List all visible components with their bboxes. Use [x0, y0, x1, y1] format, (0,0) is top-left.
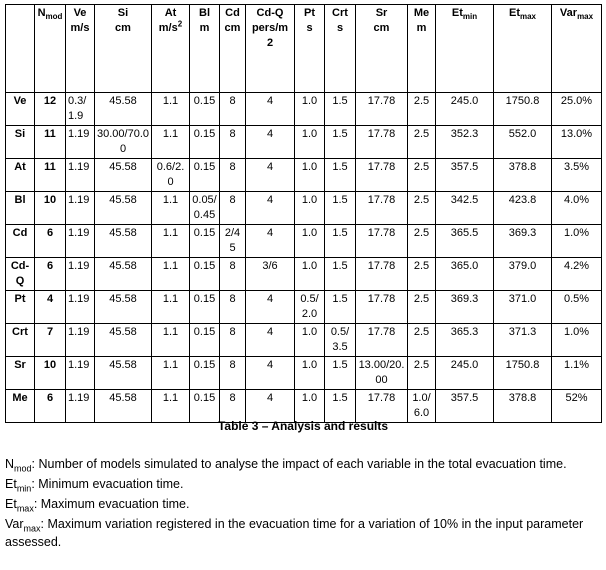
cell-at: 1.1: [152, 291, 190, 324]
cell-nmod: 6: [35, 390, 66, 423]
cell-sr: 17.78: [356, 324, 408, 357]
cell-etmax: 1750.8: [494, 93, 552, 126]
cell-at: 0.6/2.0: [152, 159, 190, 192]
cell-bl: 0.15: [190, 390, 220, 423]
cell-sr: 17.78: [356, 225, 408, 258]
cell-at: 1.1: [152, 93, 190, 126]
cell-varmax: 1.0%: [552, 225, 602, 258]
cell-si: 45.58: [95, 225, 152, 258]
row-label-cell: Ve: [6, 93, 35, 126]
cell-at: 1.1: [152, 324, 190, 357]
cell-ve: 1.19: [66, 126, 95, 159]
cell-crt: 1.5: [325, 225, 356, 258]
cell-bl: 0.05/0.45: [190, 192, 220, 225]
cell-si: 45.58: [95, 258, 152, 291]
cell-si: 45.58: [95, 324, 152, 357]
cell-cd: 2/45: [220, 225, 246, 258]
header-crt: Crt s: [325, 5, 356, 93]
cell-etmin: 342.5: [436, 192, 494, 225]
cell-at: 1.1: [152, 357, 190, 390]
cell-pt: 1.0: [295, 159, 325, 192]
cell-sr: 17.78: [356, 390, 408, 423]
row-label-cell: Cd-Q: [6, 258, 35, 291]
cell-cd: 8: [220, 390, 246, 423]
cell-crt: 1.5: [325, 291, 356, 324]
header-me: Me m: [408, 5, 436, 93]
cell-nmod: 6: [35, 225, 66, 258]
cell-nmod: 11: [35, 126, 66, 159]
table-header-row: [6, 5, 602, 93]
header-ve: Ve m/s: [66, 5, 95, 93]
cell-bl: 0.15: [190, 225, 220, 258]
cell-etmax: 378.8: [494, 159, 552, 192]
cell-crt: 1.5: [325, 126, 356, 159]
cell-me: 2.5: [408, 192, 436, 225]
cell-etmin: 365.0: [436, 258, 494, 291]
cell-sr: 17.78: [356, 192, 408, 225]
legend-item-varmax: Var$_{max}$: Maximum variation registered in the evacuation time for a variation of 10% in the input parameter assessed.: [5, 517, 584, 549]
table-caption: Table 3 – Analysis and results: [217, 419, 389, 433]
row-label-cell: Cd: [6, 225, 35, 258]
cell-ve: 1.19: [66, 291, 95, 324]
cell-nmod: 11: [35, 159, 66, 192]
cell-etmax: 379.0: [494, 258, 552, 291]
table-row: [6, 324, 602, 357]
cell-me: 2.5: [408, 324, 436, 357]
header-at: At $m/s^2$: [152, 5, 190, 93]
header-varmax: Var$_{max}$: [552, 5, 602, 93]
table-row: [6, 291, 602, 324]
cell-me: 2.5: [408, 225, 436, 258]
row-label-cell: Me: [6, 390, 35, 423]
cell-si: 45.58: [95, 93, 152, 126]
table-body: [6, 93, 602, 423]
header-bl: Bl m: [190, 5, 220, 93]
legend-item-etmin: $Et_{min}$: Minimum evacuation time.: [5, 477, 184, 494]
cell-nmod: 10: [35, 357, 66, 390]
cell-etmin: 365.5: [436, 225, 494, 258]
cell-crt: 0.5/3.5: [325, 324, 356, 357]
header-etmin: $Et_{min}$: [436, 5, 494, 93]
cell-bl: 0.15: [190, 324, 220, 357]
table-row: [6, 192, 602, 225]
cell-etmin: 245.0: [436, 93, 494, 126]
row-label-cell: Crt: [6, 324, 35, 357]
cell-cdq: 4: [246, 192, 295, 225]
cell-sr: 17.78: [356, 258, 408, 291]
cell-me: 2.5: [408, 357, 436, 390]
cell-varmax: 3.5%: [552, 159, 602, 192]
legend-item-etmax: $Et_{max}$: Maximum evacuation time.: [5, 497, 190, 514]
cell-varmax: 0.5%: [552, 291, 602, 324]
cell-si: 45.58: [95, 390, 152, 423]
header-etmax: $Et_{max}$: [494, 5, 552, 93]
row-label-cell: At: [6, 159, 35, 192]
cell-ve: 1.19: [66, 225, 95, 258]
cell-varmax: 4.2%: [552, 258, 602, 291]
cell-cd: 8: [220, 258, 246, 291]
cell-cdq: 4: [246, 291, 295, 324]
cell-crt: 1.5: [325, 390, 356, 423]
cell-sr: 13.00/20.00: [356, 357, 408, 390]
cell-pt: 1.0: [295, 93, 325, 126]
cell-cdq: 4: [246, 159, 295, 192]
cell-pt: 1.0: [295, 390, 325, 423]
cell-sr: 17.78: [356, 93, 408, 126]
header-cdq: Cd-Q pers/m 2: [246, 5, 295, 93]
cell-etmax: 423.8: [494, 192, 552, 225]
cell-pt: 1.0: [295, 357, 325, 390]
cell-at: 1.1: [152, 225, 190, 258]
header-empty: [6, 5, 35, 93]
cell-nmod: 4: [35, 291, 66, 324]
cell-ve: 1.19: [66, 159, 95, 192]
cell-varmax: 25.0%: [552, 93, 602, 126]
cell-at: 1.1: [152, 192, 190, 225]
cell-bl: 0.15: [190, 357, 220, 390]
header-si: Si cm: [95, 5, 152, 93]
cell-etmax: 371.3: [494, 324, 552, 357]
row-label-cell: Bl: [6, 192, 35, 225]
cell-etmin: 352.3: [436, 126, 494, 159]
cell-bl: 0.15: [190, 258, 220, 291]
cell-etmin: 357.5: [436, 390, 494, 423]
cell-cd: 8: [220, 324, 246, 357]
table-row: [6, 225, 602, 258]
cell-bl: 0.15: [190, 126, 220, 159]
cell-sr: 17.78: [356, 159, 408, 192]
cell-ve: 1.19: [66, 192, 95, 225]
header-sr: Sr cm: [356, 5, 408, 93]
cell-crt: 1.5: [325, 192, 356, 225]
cell-at: 1.1: [152, 390, 190, 423]
cell-si: 30.00/70.00: [95, 126, 152, 159]
cell-me: 2.5: [408, 126, 436, 159]
cell-si: 45.58: [95, 192, 152, 225]
table-row: [6, 258, 602, 291]
table-row: [6, 93, 602, 126]
cell-sr: 17.78: [356, 126, 408, 159]
cell-pt: 1.0: [295, 258, 325, 291]
cell-etmin: 365.3: [436, 324, 494, 357]
cell-etmax: 552.0: [494, 126, 552, 159]
cell-me: 2.5: [408, 291, 436, 324]
header-nmod: $N_{mod}$: [35, 5, 66, 93]
cell-etmin: 369.3: [436, 291, 494, 324]
cell-si: 45.58: [95, 357, 152, 390]
cell-etmin: 245.0: [436, 357, 494, 390]
legend: [5, 455, 601, 553]
cell-at: 1.1: [152, 126, 190, 159]
cell-cdq: 4: [246, 390, 295, 423]
cell-etmax: 371.0: [494, 291, 552, 324]
cell-cdq: 4: [246, 93, 295, 126]
cell-pt: 1.0: [295, 225, 325, 258]
cell-pt: 1.0: [295, 324, 325, 357]
cell-varmax: 1.1%: [552, 357, 602, 390]
cell-si: 45.58: [95, 159, 152, 192]
cell-crt: 1.5: [325, 357, 356, 390]
row-label-cell: Pt: [6, 291, 35, 324]
table-row: [6, 390, 602, 423]
cell-sr: 17.78: [356, 291, 408, 324]
cell-me: 2.5: [408, 258, 436, 291]
cell-pt: 1.0: [295, 126, 325, 159]
cell-at: 1.1: [152, 258, 190, 291]
cell-bl: 0.15: [190, 159, 220, 192]
cell-varmax: 13.0%: [552, 126, 602, 159]
cell-me: 2.5: [408, 159, 436, 192]
cell-cd: 8: [220, 192, 246, 225]
cell-me: 2.5: [408, 93, 436, 126]
cell-pt: 0.5/2.0: [295, 291, 325, 324]
cell-crt: 1.5: [325, 93, 356, 126]
cell-etmin: 357.5: [436, 159, 494, 192]
cell-pt: 1.0: [295, 192, 325, 225]
cell-etmax: 1750.8: [494, 357, 552, 390]
table-row: [6, 126, 602, 159]
cell-ve: 1.19: [66, 357, 95, 390]
cell-cd: 8: [220, 159, 246, 192]
cell-varmax: 1.0%: [552, 324, 602, 357]
cell-varmax: 4.0%: [552, 192, 602, 225]
cell-me: 1.0/6.0: [408, 390, 436, 423]
cell-nmod: 6: [35, 258, 66, 291]
table-row: [6, 357, 602, 390]
cell-varmax: 52%: [552, 390, 602, 423]
cell-bl: 0.15: [190, 291, 220, 324]
cell-cdq: 3/6: [246, 258, 295, 291]
legend-item-nmod: $N_{mod}$: Number of models simulated to analyse the impact of each variable in the total evacuation time.: [5, 457, 567, 474]
cell-ve: 1.19: [66, 390, 95, 423]
row-label-cell: Si: [6, 126, 35, 159]
cell-etmax: 378.8: [494, 390, 552, 423]
results-table: [5, 4, 602, 423]
cell-cd: 8: [220, 93, 246, 126]
table-row: [6, 159, 602, 192]
cell-cdq: 4: [246, 225, 295, 258]
cell-cdq: 4: [246, 357, 295, 390]
cell-cd: 8: [220, 291, 246, 324]
cell-cdq: 4: [246, 324, 295, 357]
cell-ve: 1.19: [66, 258, 95, 291]
cell-crt: 1.5: [325, 258, 356, 291]
cell-ve: 0.3/1.9: [66, 93, 95, 126]
row-label-cell: Sr: [6, 357, 35, 390]
cell-cdq: 4: [246, 126, 295, 159]
cell-si: 45.58: [95, 291, 152, 324]
cell-cd: 8: [220, 126, 246, 159]
header-cd: Cd cm: [220, 5, 246, 93]
cell-ve: 1.19: [66, 324, 95, 357]
cell-nmod: 7: [35, 324, 66, 357]
cell-nmod: 12: [35, 93, 66, 126]
cell-cd: 8: [220, 357, 246, 390]
cell-bl: 0.15: [190, 93, 220, 126]
cell-nmod: 10: [35, 192, 66, 225]
cell-etmax: 369.3: [494, 225, 552, 258]
header-pt: Pt s: [295, 5, 325, 93]
cell-crt: 1.5: [325, 159, 356, 192]
